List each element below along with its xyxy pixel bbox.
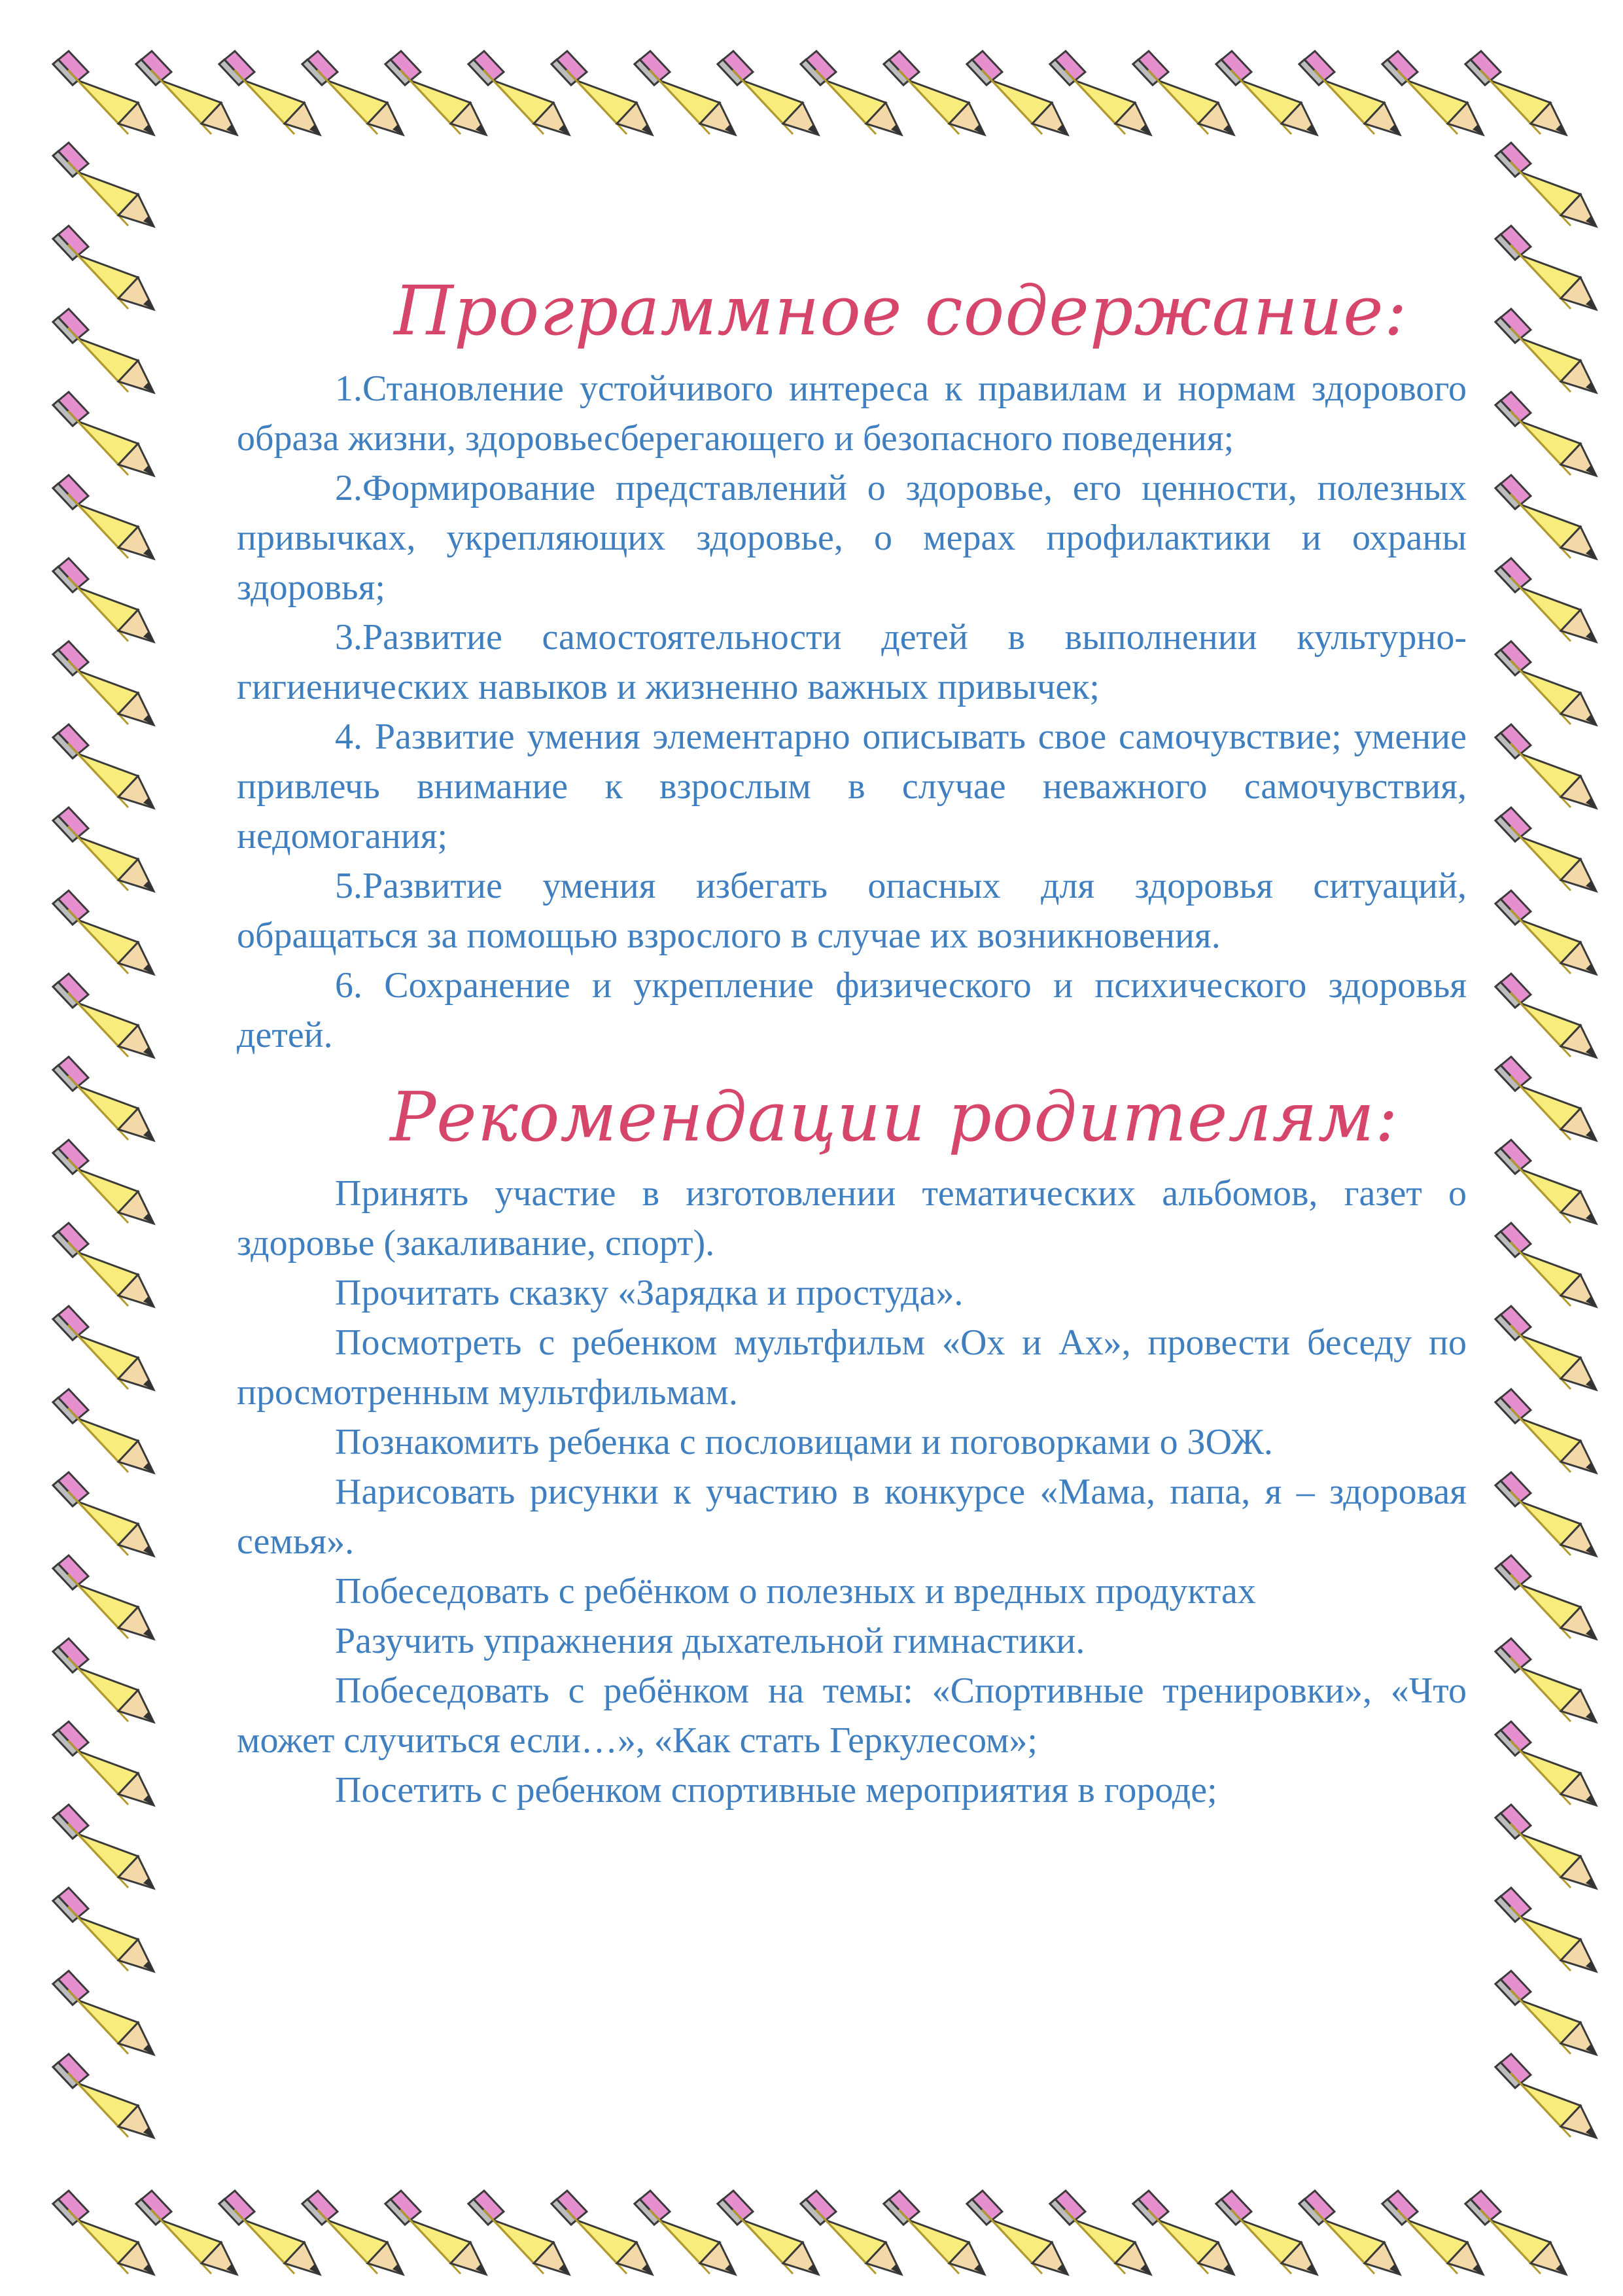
recommendation-item: Познакомить ребенка с пословицами и поговорками о ЗОЖ. — [335, 1422, 1273, 1462]
program-item: 1.Становление устойчивого интереса к правилам и нормам здорового образа жизни, здоровьесберегающего и безопасного поведения; — [237, 368, 1467, 459]
pencil-icon — [1495, 1971, 1596, 2055]
pencil-icon — [53, 309, 154, 393]
pencil-icon — [53, 974, 154, 1057]
program-item: 6. Сохранение и укрепление физического и психического здоровья детей. — [237, 965, 1467, 1055]
recommendation-item: Побеседовать с ребёнком о полезных и вредных продуктах — [335, 1571, 1256, 1612]
pencil-icon — [1495, 1306, 1596, 1390]
recommendation-item: Посетить с ребенком спортивные мероприятия в городе; — [335, 1770, 1217, 1810]
recommendation-item: Принять участие в изготовлении тематических альбомов, газет о здоровье (закаливание, спорт). — [237, 1173, 1467, 1263]
pencil-icon — [1495, 891, 1596, 974]
pencil-icon — [53, 1555, 154, 1639]
pencil-icon — [1495, 2054, 1596, 2138]
pencil-icon — [53, 558, 154, 642]
pencil-icon — [1495, 1140, 1596, 1224]
program-item: 2.Формирование представлений о здоровье, его ценности, полезных привычках, укрепляющих здоровье, о мерах профилактики и охраны здоровья; — [237, 468, 1467, 608]
pencil-icon — [1495, 1223, 1596, 1307]
pencil-icon — [1495, 1638, 1596, 1722]
pencil-icon — [53, 1306, 154, 1390]
recommendation-item: Нарисовать рисунки к участию в конкурсе «Мама, папа, я – здоровая семья». — [237, 1472, 1467, 1562]
pencil-icon — [1495, 143, 1596, 226]
pencil-icon — [1495, 724, 1596, 808]
pencil-icon — [1495, 309, 1596, 393]
parents-heading: Рекомендации родителям: — [390, 1077, 1399, 1157]
pencil-icon — [53, 1805, 154, 1888]
pencil-icon — [53, 807, 154, 891]
pencil-icon — [1495, 392, 1596, 476]
pencil-icon — [53, 1223, 154, 1307]
pencil-icon — [1495, 1389, 1596, 1473]
pencil-icon — [1465, 2191, 1566, 2274]
program-item: 3.Развитие самостоятельности детей в выполнении культурно-гигиенических навыков и жизненно важных привычек; — [237, 617, 1467, 707]
pencil-icon — [1495, 807, 1596, 891]
pencil-icon — [53, 1057, 154, 1140]
recommendation-item: Побеседовать с ребёнком на темы: «Спортивные тренировки», «Что может случиться если…», «Как стать Геркулесом»; — [237, 1670, 1467, 1761]
pencil-icon — [53, 1971, 154, 2055]
pencil-icon — [53, 641, 154, 725]
pencil-icon — [1495, 1057, 1596, 1140]
pencil-icon — [53, 1140, 154, 1224]
pencil-icon — [53, 1472, 154, 1556]
pencil-icon — [53, 143, 154, 226]
recommendation-item: Разучить упражнения дыхательной гимнастики. — [335, 1621, 1085, 1661]
pencil-icon — [1465, 51, 1566, 135]
pencil-icon — [1495, 1555, 1596, 1639]
pencil-icon — [53, 226, 154, 309]
program-heading: Программное содержание: — [394, 271, 1408, 351]
recommendations-list — [237, 1169, 1467, 1815]
program-list — [237, 364, 1467, 1060]
pencil-icon — [1495, 974, 1596, 1057]
pencil-icon — [53, 891, 154, 974]
pencil-icon — [53, 392, 154, 476]
pencil-icon — [53, 1722, 154, 1805]
pencil-icon — [1495, 1722, 1596, 1805]
pencil-icon — [53, 1888, 154, 1971]
program-item: 5.Развитие умения избегать опасных для здоровья ситуаций, обращаться за помощью взрослого в случае их возникновения. — [237, 866, 1467, 956]
pencil-icon — [1495, 1805, 1596, 1888]
recommendation-item: Прочитать сказку «Зарядка и простуда». — [335, 1273, 964, 1313]
pencil-icon — [53, 724, 154, 808]
program-item: 4. Развитие умения элементарно описывать свое самочувствие; умение привлечь внимание к взрослым в случае неважного самочувствия, недомогания; — [237, 716, 1467, 857]
pencil-icon — [53, 2054, 154, 2138]
pencil-icon — [1495, 1472, 1596, 1556]
pencil-icon — [1495, 1888, 1596, 1971]
pencil-icon — [53, 475, 154, 559]
pencil-icon — [1495, 641, 1596, 725]
pencil-icon — [53, 1638, 154, 1722]
pencil-icon — [53, 1389, 154, 1473]
pencil-icon — [1495, 226, 1596, 309]
pencil-icon — [1495, 558, 1596, 642]
page-content — [237, 262, 1467, 1815]
pencil-icon — [1495, 475, 1596, 559]
recommendation-item: Посмотреть с ребенком мультфильм «Ох и Ах», провести беседу по просмотренным мультфильмам. — [237, 1322, 1467, 1413]
